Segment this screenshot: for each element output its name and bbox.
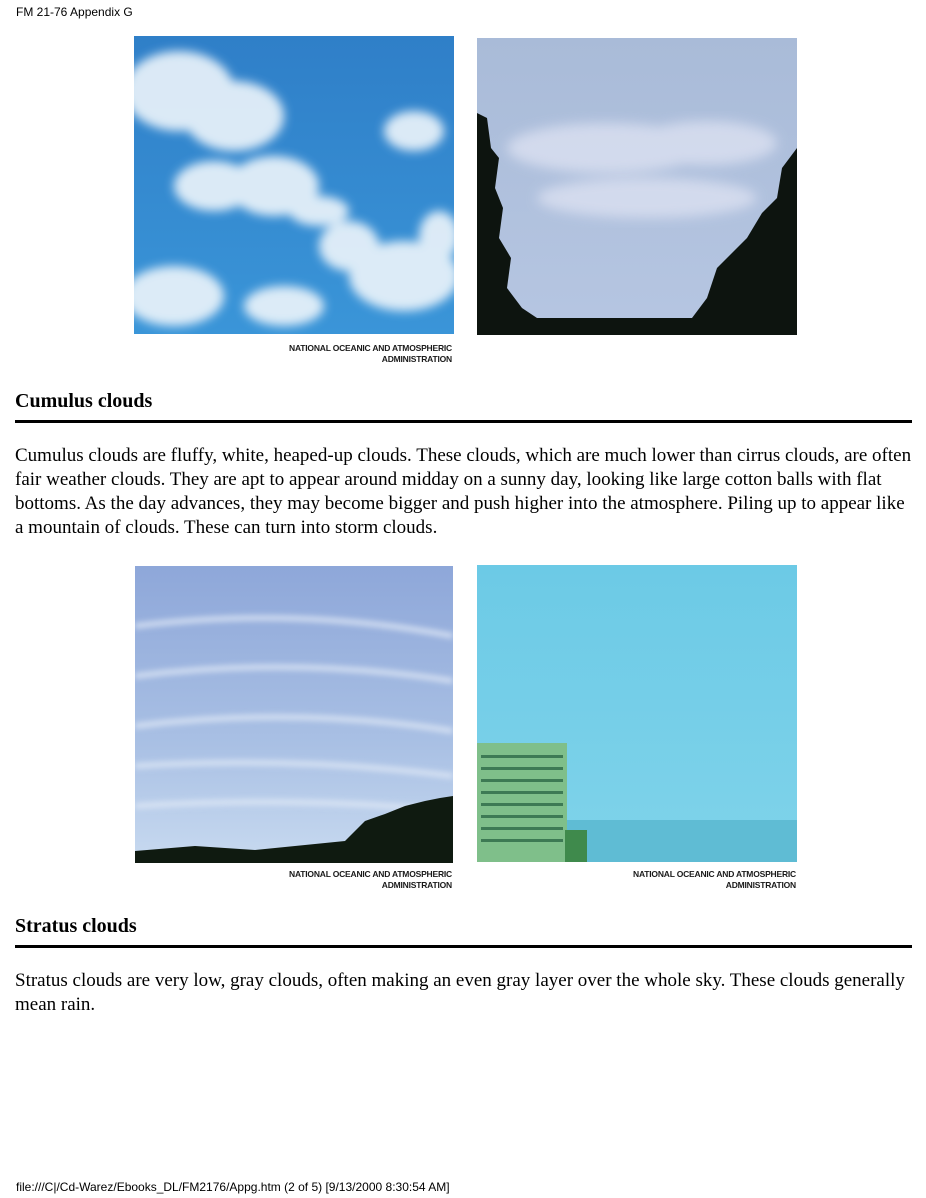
section-heading-stratus: Stratus clouds (15, 915, 137, 937)
cumulus-photo-credit (180, 343, 452, 365)
stratus-photo-credit-left (180, 869, 452, 891)
stratus-photo-building (477, 565, 797, 862)
page-footer: file:///C|/Cd-Warez/Ebooks_DL/FM2176/Appg.htm (2 of 5) [9/13/2000 8:30:54 AM] (16, 1180, 450, 1194)
credit-line-2: ADMINISTRATION (381, 354, 452, 364)
page-header: FM 21-76 Appendix G (16, 5, 133, 19)
credit-line-2: ADMINISTRATION (725, 880, 796, 890)
credit-line-1: NATIONAL OCEANIC AND ATMOSPHERIC (633, 869, 796, 879)
section-heading-cumulus: Cumulus clouds (15, 390, 153, 412)
cumulus-photo-blue-sky (134, 36, 454, 334)
cumulus-photo-tree-line (477, 38, 797, 335)
stratus-description: Stratus clouds are very low, gray clouds, often making an even gray layer over the whole sky. These clouds generally mean rain. (15, 970, 905, 1015)
credit-line-1: NATIONAL OCEANIC AND ATMOSPHERIC (289, 343, 452, 353)
section-divider (15, 420, 912, 423)
credit-line-1: NATIONAL OCEANIC AND ATMOSPHERIC (289, 869, 452, 879)
credit-line-2: ADMINISTRATION (381, 880, 452, 890)
stratus-photo-credit-right (524, 869, 796, 891)
cumulus-description: Cumulus clouds are fluffy, white, heaped-up clouds. These clouds, which are much lower than cirrus clouds, are often fair weather clouds. They are apt to appear around midday on a sunny day, looking like large cotton balls with flat bottoms. As the day advances, they may become bigger and push higher into the atmosphere. Piling up to appear like a mountain of clouds. These can turn into storm clouds. (15, 445, 912, 538)
section-divider (15, 945, 912, 948)
stratus-photo-layer-sky (135, 566, 453, 863)
